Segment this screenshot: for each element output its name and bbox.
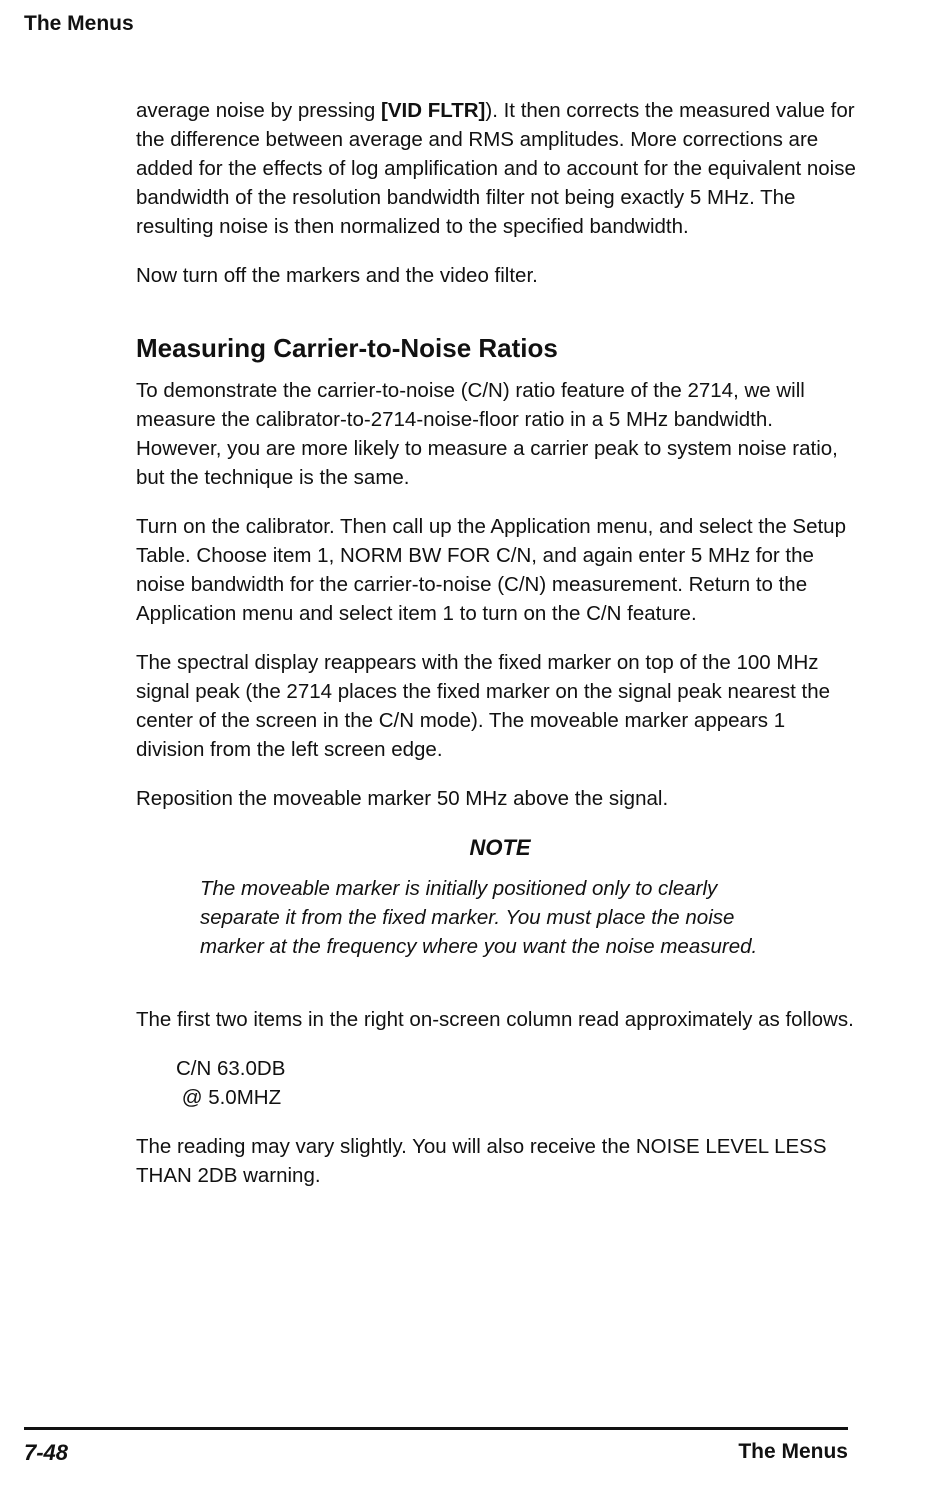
running-header: The Menus (24, 12, 134, 35)
page-body (136, 96, 856, 1210)
paragraph-turn-off-markers: Now turn off the markers and the video filter. (136, 264, 538, 287)
paragraph-readout-intro: The first two items in the right on-screen column read approximately as follows. (136, 1008, 854, 1031)
paragraph-setup-steps: Turn on the calibrator. Then call up the Application menu, and select the Setup Table. Choose item 1, NORM BW FOR C/N, and again enter 5 MHz for the noise bandwidth for the carrier-to-noise (C/N) measurement. Return to the Application menu and select item 1 to turn on the C/N feature. (136, 515, 846, 625)
paragraph-spectral-display: The spectral display reappears with the fixed marker on top of the 100 MHz signal peak (the 2714 places the fixed marker on the signal peak nearest the center of the screen in the C/N mode). The moveable marker appears 1 division from the left screen edge. (136, 651, 831, 761)
readout-bandwidth: @ 5.0MHZ (176, 1086, 282, 1109)
footer-rule (24, 1427, 848, 1430)
readout-cn-value: C/N 63.0DB (176, 1057, 286, 1080)
paragraph-noise-correction-rest: ). It then corrects the measured value for the difference between average and RMS amplitudes. More corrections are added for the effects of log amplification and to account for the equivalent noise bandwidth of the resolution bandwidth filter not being exactly 5 MHz. The resulting noise is then normalized to the specified bandwidth. (136, 99, 856, 238)
page-number: 7-48 (24, 1440, 69, 1465)
note-body: The moveable marker is initially positioned only to clearly separate it from the fixed marker. You must place the noise marker at the frequency where you want the noise measured. (200, 877, 758, 958)
paragraph-warning: The reading may vary slightly. You will also receive the NOISE LEVEL LESS THAN 2DB warning. (136, 1135, 827, 1187)
paragraph-reposition-marker: Reposition the moveable marker 50 MHz above the signal. (136, 787, 669, 810)
readout-block (176, 1054, 856, 1112)
footer-title: The Menus (738, 1440, 848, 1463)
note-title: NOTE (469, 835, 531, 860)
paragraph-noise-correction (136, 96, 856, 241)
paragraph-cn-intro: To demonstrate the carrier-to-noise (C/N) ratio feature of the 2714, we will measure the calibrator-to-2714-noise-floor ratio in a 5 MHz bandwidth. However, you are more likely to measure a carrier peak to system noise ratio, but the technique is the same. (136, 379, 838, 489)
paragraph-noise-correction-lead: average noise by pressing (136, 99, 382, 122)
section-heading: Measuring Carrier-to-Noise Ratios (136, 333, 558, 363)
vid-fltr-key-label: [VID FLTR] (381, 99, 486, 122)
